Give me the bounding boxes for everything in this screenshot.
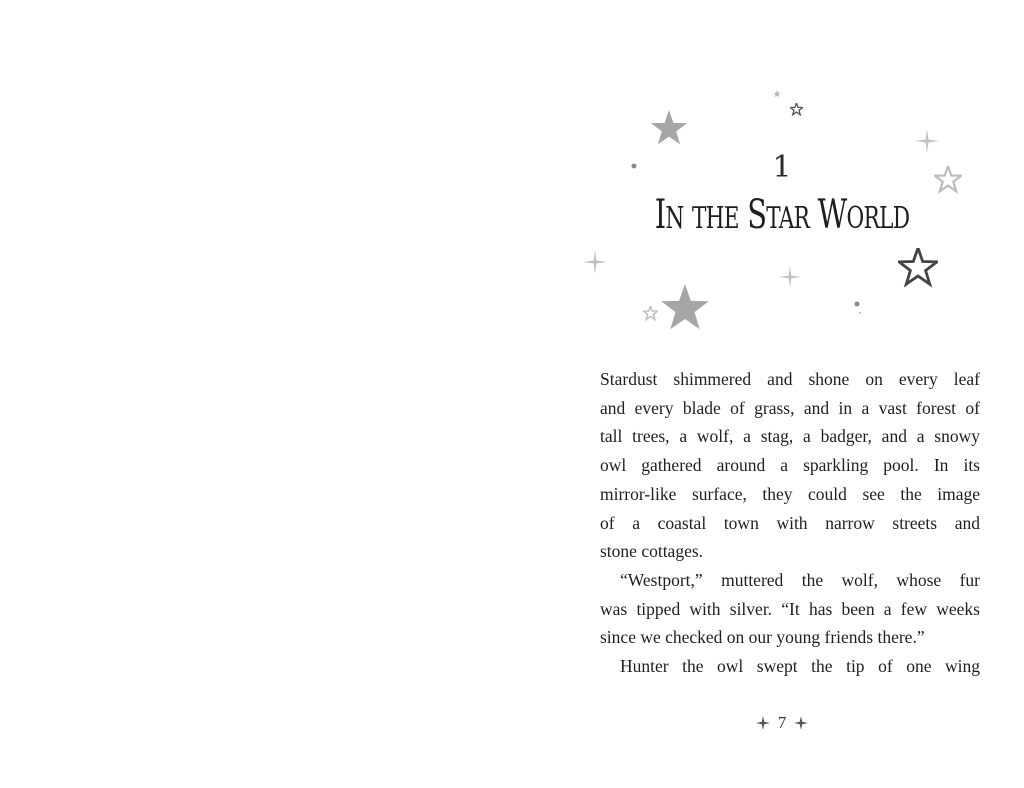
chapter-title-star: STAR xyxy=(747,192,810,238)
right-page xyxy=(512,0,1024,788)
body-line: stone cottages. xyxy=(600,541,704,562)
dot-right-small-icon xyxy=(859,312,861,314)
body-line: tall trees, a wolf, a stag, a badger, and a snowy xyxy=(600,426,980,447)
sparkle-icon xyxy=(794,714,808,732)
body-line: since we checked on our young friends there.” xyxy=(600,627,925,648)
body-line: mirror-like surface, they could see the image xyxy=(600,483,980,504)
star-tiny-top-icon xyxy=(773,90,781,97)
chapter-number: 1 xyxy=(772,150,792,185)
star-large-filled-top-left-icon xyxy=(651,110,687,144)
star-small-outline-top-icon xyxy=(790,103,802,115)
body-line: and every blade of grass, and in a vast forest of xyxy=(600,397,980,418)
dot-right-icon xyxy=(855,302,860,307)
sparkle-left-icon xyxy=(583,250,607,274)
chapter-title-the: THE xyxy=(691,201,739,236)
body-text xyxy=(600,365,980,681)
chapter-title-in: IN xyxy=(654,192,684,238)
star-outline-large-right-icon xyxy=(899,248,937,284)
sparkle-icon xyxy=(756,714,770,732)
star-small-outline-bottom-left-icon xyxy=(643,306,657,320)
chapter-title xyxy=(588,192,977,238)
star-large-filled-bottom-left-icon xyxy=(661,284,709,329)
page-number: 7 xyxy=(777,713,787,733)
chapter-title-world: WORLD xyxy=(817,192,910,238)
body-line: Stardust shimmered and shone on every leaf xyxy=(600,369,980,389)
body-line: “Westport,” muttered the wolf, whose fur xyxy=(620,569,980,590)
sparkle-middle-icon xyxy=(779,266,801,288)
page-folio xyxy=(512,712,1024,733)
body-line: Hunter the owl swept the tip of one wing xyxy=(620,656,980,677)
body-line: owl gathered around a sparkling pool. In its xyxy=(600,455,980,476)
body-line: was tipped with silver. “It has been a few weeks xyxy=(600,598,980,619)
body-line: of a coastal town with narrow streets and xyxy=(600,512,980,533)
